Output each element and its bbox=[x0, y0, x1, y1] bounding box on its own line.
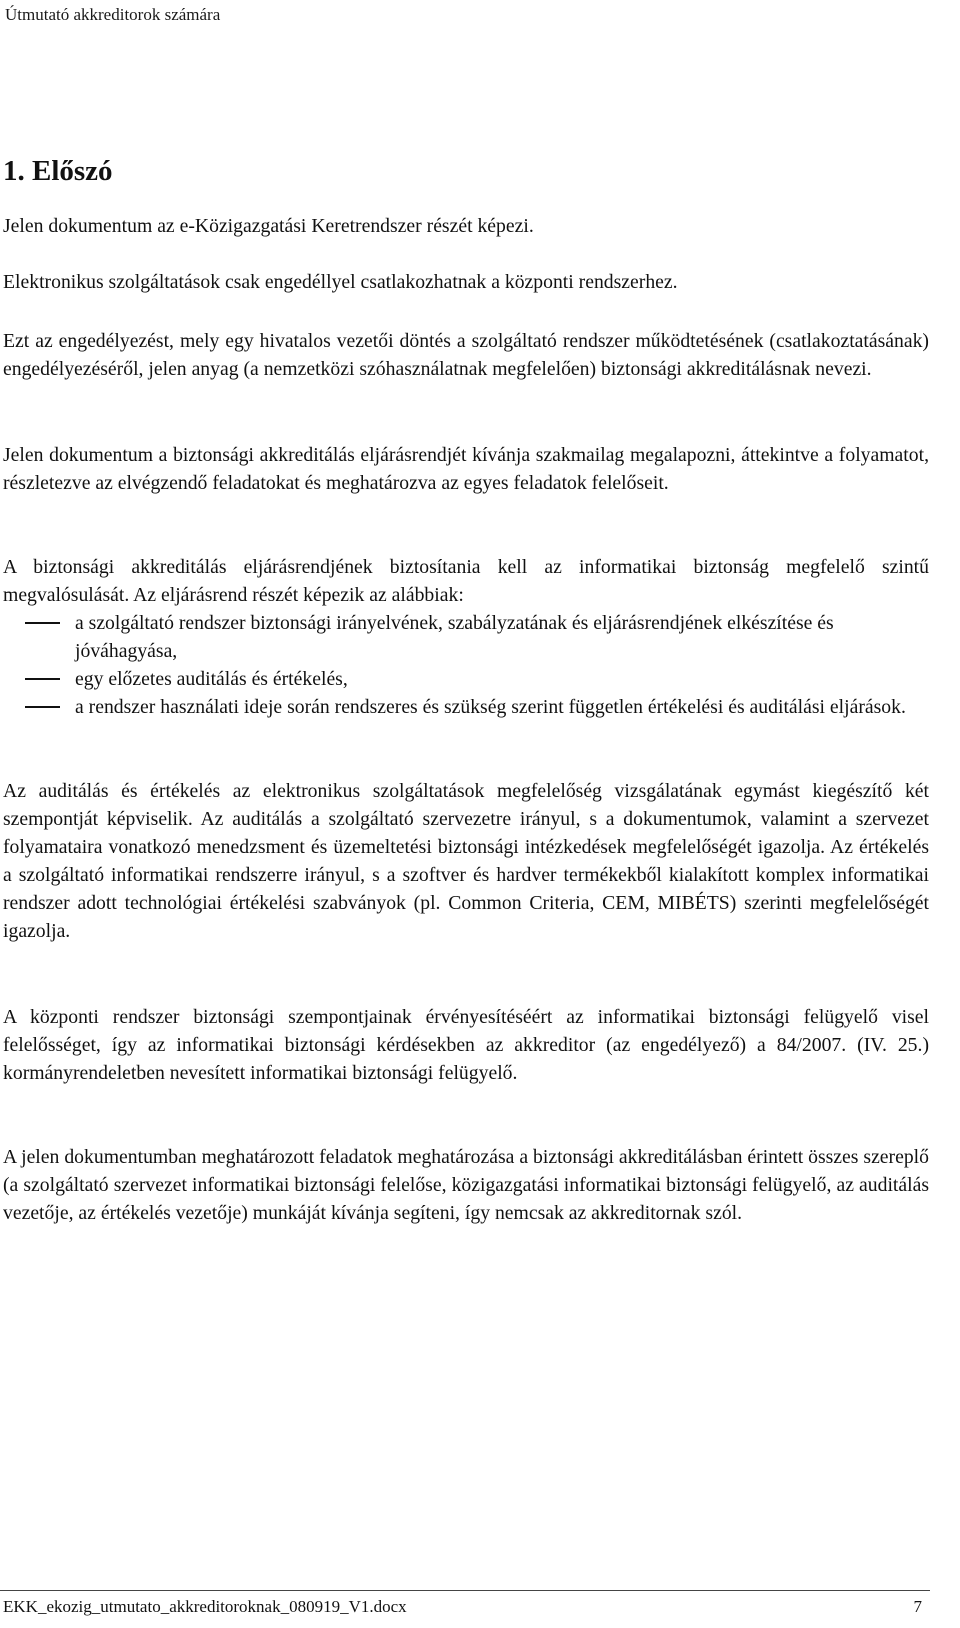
running-header: Útmutató akkreditorok számára bbox=[5, 5, 221, 24]
dash-bullet-icon bbox=[25, 622, 60, 624]
list-item-text: a rendszer használati ideje során rendszeres és szükség szerint független értékelési és auditálási eljárások. bbox=[75, 696, 906, 718]
dash-bullet-icon bbox=[25, 678, 60, 680]
list-item-text: a szolgáltató rendszer biztonsági irányelvének, szabályzatának és eljárásrendjének elkészítése és jóváhagyása, bbox=[75, 612, 834, 662]
bullet-list bbox=[3, 609, 929, 721]
paragraph-8: A jelen dokumentumban meghatározott feladatok meghatározása a biztonsági akkreditálásban érintett összes szereplő (a szolgáltató szervezet informatikai biztonsági felelőse, közigazgatási informatikai biztonsági felügyelő, az auditálás vezetője, az értékelés vezetője) munkáját kívánja segíteni, így nemcsak az akkreditornak szól. bbox=[3, 1146, 929, 1224]
paragraph-6: Az auditálás és értékelés az elektronikus szolgáltatások megfelelőség vizsgálatának egymást kiegészítő két szempontját képviselik. Az auditálás a szolgáltató szervezetre irányul, s a dokumentumok, valamint a szervezet folyamataira vonatkozó menedzsment és üzemeltetési biztonsági intézkedések megfelelőségét igazolja. Az értékelés a szolgáltató informatikai rendszerre irányul, s a szoftver és hardver termékekből kialakított komplex informatikai rendszer adott technológiai értékelési szabványok (pl. Common Criteria, CEM, MIBÉTS) szerinti megfelelőségét igazolja. bbox=[3, 780, 929, 942]
section-title: 1. Előszó bbox=[3, 155, 113, 187]
list-item-text: egy előzetes auditálás és értékelés, bbox=[75, 668, 348, 690]
dash-bullet-icon bbox=[25, 706, 60, 708]
list-item bbox=[3, 665, 929, 693]
footer-divider bbox=[0, 1590, 930, 1591]
paragraph-4: Jelen dokumentum a biztonsági akkreditálás eljárásrendjét kívánja szakmailag megalapozni, áttekintve a folyamatot, részletezve az elvégzendő feladatokat és meghatározva az egyes feladatok felelőseit. bbox=[3, 444, 929, 494]
paragraph-2: Elektronikus szolgáltatások csak engedéllyel csatlakozhatnak a központi rendszerhez. bbox=[3, 271, 678, 293]
paragraph-5-block bbox=[3, 553, 929, 721]
list-item bbox=[3, 609, 929, 665]
paragraph-5: A biztonsági akkreditálás eljárásrendjének biztosítania kell az informatikai biztonság megfelelő szintű megvalósulását. Az eljárásrend részét képezik az alábbiak: bbox=[3, 556, 929, 606]
page-number: 7 bbox=[913, 1597, 922, 1616]
list-item bbox=[3, 693, 929, 721]
paragraph-7: A központi rendszer biztonsági szempontjainak érvényesítéséért az informatikai biztonsági felügyelő visel felelősséget, így az informatikai biztonsági kérdésekben az akkreditor (az engedélyező) a 84/2007. (IV. 25.) kormányrendeletben nevesített informatikai biztonsági felügyelő. bbox=[3, 1006, 929, 1084]
paragraph-3: Ezt az engedélyezést, mely egy hivatalos vezetői döntés a szolgáltató rendszer működtetésének (csatlakoztatásának) engedélyezéséről, jelen anyag (a nemzetközi szóhasználatnak megfelelően) biztonsági akkreditálásnak nevezi. bbox=[3, 330, 929, 380]
paragraph-1: Jelen dokumentum az e-Közigazgatási Keretrendszer részét képezi. bbox=[3, 215, 534, 237]
footer-filename: EKK_ekozig_utmutato_akkreditoroknak_080919_V1.docx bbox=[3, 1597, 407, 1616]
